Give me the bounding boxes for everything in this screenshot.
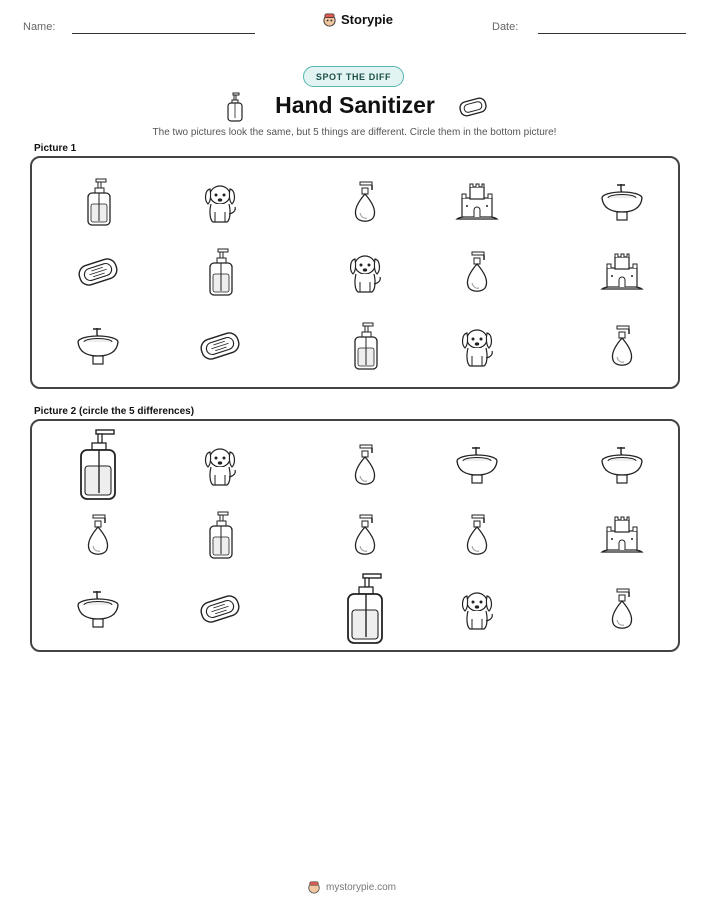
sandcastle-icon[interactable] xyxy=(599,515,645,560)
sink-icon[interactable] xyxy=(599,182,645,227)
puppy-icon[interactable] xyxy=(200,443,240,492)
puppy-icon[interactable] xyxy=(457,587,497,636)
puppy-icon[interactable] xyxy=(200,180,240,229)
sink-icon[interactable] xyxy=(599,445,645,490)
soap-drop-icon[interactable] xyxy=(464,250,490,299)
footer xyxy=(307,880,396,894)
soap-bar-icon[interactable] xyxy=(197,328,243,369)
soap-bar-icon[interactable] xyxy=(197,591,243,632)
pump-bottle-icon[interactable] xyxy=(207,511,233,564)
date-label: Date: xyxy=(492,21,519,33)
pump-bottle-icon xyxy=(225,92,245,122)
soap-bar-icon[interactable] xyxy=(75,254,121,295)
pump-bottle-large-icon[interactable] xyxy=(345,573,385,650)
date-line[interactable] xyxy=(538,33,686,34)
soap-drop-icon[interactable] xyxy=(85,513,111,562)
puppy-icon[interactable] xyxy=(345,250,385,299)
soap-drop-icon[interactable] xyxy=(609,324,635,373)
footer-site: mystorypie.com xyxy=(326,881,397,893)
sink-icon[interactable] xyxy=(75,326,121,371)
picture-2-panel[interactable] xyxy=(30,419,680,652)
soap-drop-icon[interactable] xyxy=(609,587,635,636)
brand-logo xyxy=(322,12,393,27)
pump-bottle-large-icon[interactable] xyxy=(78,429,118,506)
storypie-mascot-icon xyxy=(307,880,321,894)
name-line[interactable] xyxy=(72,33,255,34)
pump-bottle-icon[interactable] xyxy=(85,178,111,231)
pump-bottle-icon[interactable] xyxy=(207,248,233,301)
soap-drop-icon[interactable] xyxy=(464,513,490,562)
sink-icon[interactable] xyxy=(75,589,121,634)
picture-1-panel[interactable] xyxy=(30,156,680,389)
sandcastle-icon[interactable] xyxy=(599,252,645,297)
sandcastle-icon[interactable] xyxy=(454,182,500,227)
sink-icon[interactable] xyxy=(454,445,500,490)
pump-bottle-icon[interactable] xyxy=(352,322,378,375)
picture-2-label: Picture 2 (circle the 5 differences) xyxy=(34,406,195,417)
soap-bar-icon xyxy=(457,96,489,118)
instructions: The two pictures look the same, but 5 things are different. Circle them in the bottom picture! xyxy=(152,127,557,138)
soap-drop-icon[interactable] xyxy=(352,443,378,492)
spot-the-diff-badge: SPOT THE DIFF xyxy=(303,66,404,87)
picture-1-label: Picture 1 xyxy=(34,143,77,154)
puppy-icon[interactable] xyxy=(457,324,497,373)
name-label: Name: xyxy=(23,21,56,33)
soap-drop-icon[interactable] xyxy=(352,180,378,229)
soap-drop-icon[interactable] xyxy=(352,513,378,562)
brand-name: Storypie xyxy=(341,12,394,27)
page-title: Hand Sanitizer xyxy=(275,92,435,118)
storypie-mascot-icon xyxy=(322,12,337,27)
